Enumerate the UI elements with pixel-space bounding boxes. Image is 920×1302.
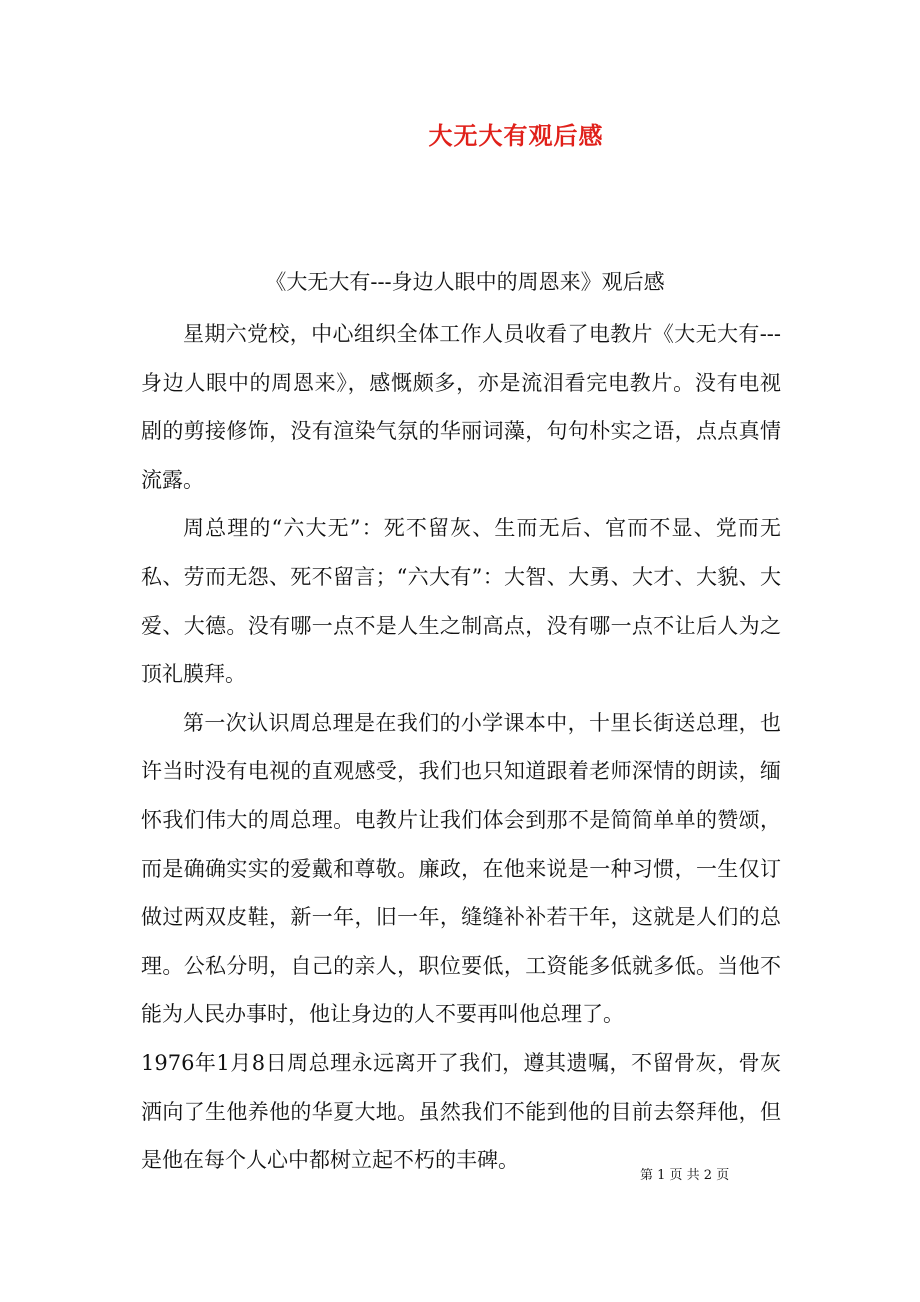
document-body: [141, 310, 781, 1185]
document-title: 大无大有观后感: [428, 121, 604, 150]
paragraph: 星期六党校，中心组织全体工作人员收看了电教片《大无大有---身边人眼中的周恩来》，感慨颇多，亦是流泪看完电教片。没有电视剧的剪接修饰，没有渲染气氛的华丽词藻，句句朴实之语，点点真情流露。: [141, 322, 781, 492]
paragraph: 第一次认识周总理是在我们的小学课本中，十里长街送总理，也许当时没有电视的直观感受，我们也只知道跟着老师深情的朗读，缅怀我们伟大的周总理。电教片让我们体会到那不是简简单单的赞颂，而是确确实实的爱戴和尊敬。廉政，在他来说是一种习惯，一生仅订做过两双皮鞋，新一年，旧一年，缝缝补补若干年，这就是人们的总理。公私分明，自己的亲人，职位要低，工资能多低就多低。当他不能为人民办事时，他让身边的人不要再叫他总理了。: [141, 710, 781, 1027]
document-subtitle: 《大无大有---身边人眼中的周恩来》观后感: [265, 270, 665, 294]
page-number: 第 1 页 共 2 页: [640, 1168, 730, 1183]
paragraph: 1976年1月8日周总理永远离开了我们，遵其遗嘱，不留骨灰，骨灰洒向了生他养他的华夏大地。虽然我们不能到他的目前去祭拜他，但是他在每个人心中都树立起不朽的丰碑。: [141, 1050, 781, 1173]
paragraph: 周总理的“六大无”：死不留灰、生而无后、官而不显、党而无私、劳而无怨、死不留言；“六大有”：大智、大勇、大才、大貌、大爱、大德。没有哪一点不是人生之制高点，没有哪一点不让后人为之顶礼膜拜。: [141, 516, 781, 687]
